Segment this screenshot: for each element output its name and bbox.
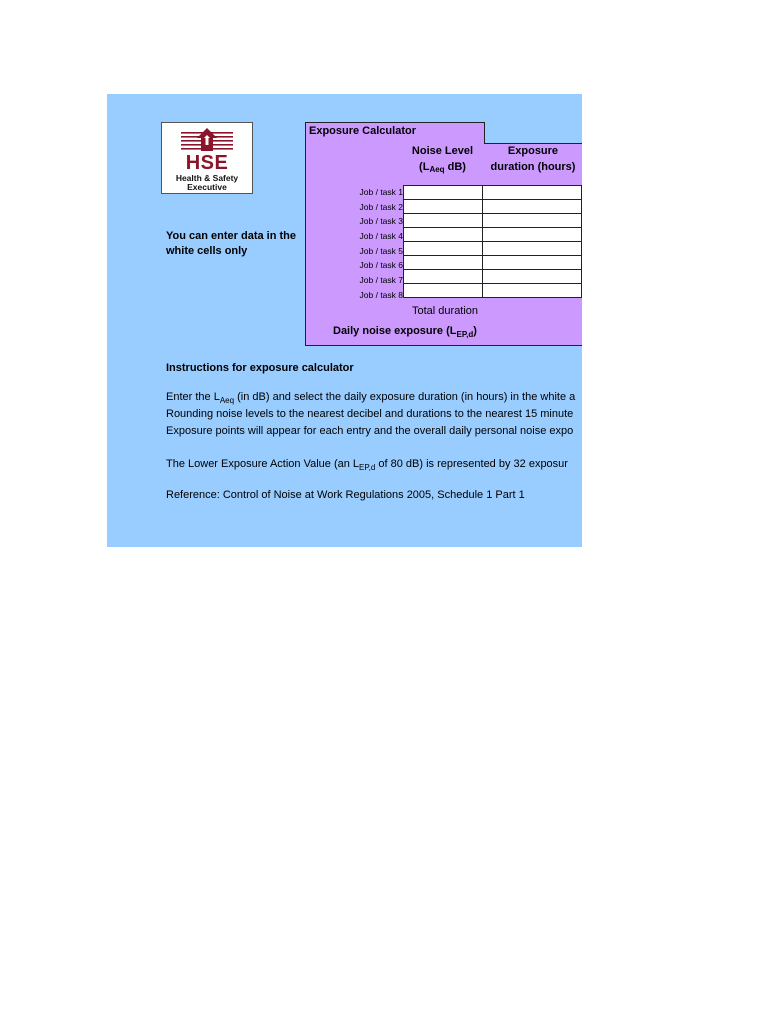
exposure-duration-input[interactable] xyxy=(482,255,582,270)
spreadsheet-area xyxy=(107,94,582,547)
hse-logo xyxy=(161,122,253,194)
job-task-label: Job / task 3 xyxy=(359,216,403,227)
exposure-duration-input[interactable] xyxy=(482,227,582,242)
noise-level-input[interactable] xyxy=(403,199,483,214)
hse-emblem-icon xyxy=(162,123,252,155)
job-task-label: Job / task 2 xyxy=(359,201,403,212)
noise-level-input[interactable] xyxy=(403,255,483,270)
instruction-line: Exposure points will appear for each entry and the overall daily personal noise expo xyxy=(166,425,574,437)
logo-subtitle: Executive xyxy=(187,182,227,192)
exposure-duration-input[interactable] xyxy=(482,283,582,298)
duration-label: Exposure xyxy=(507,145,559,157)
exposure-duration-header xyxy=(482,143,582,175)
exposure-duration-input[interactable] xyxy=(482,199,582,214)
exposure-duration-input[interactable] xyxy=(482,185,582,200)
exposure-duration-input[interactable] xyxy=(482,213,582,228)
job-task-label: Job / task 5 xyxy=(359,245,403,256)
job-task-label: Job / task 7 xyxy=(359,275,403,286)
job-task-label: Job / task 4 xyxy=(359,231,403,242)
noise-level-unit: ($L_{Aeq}$ dB) xyxy=(419,161,466,174)
noise-level-input[interactable] xyxy=(403,269,483,284)
instruction-line: The Lower Exposure Action Value (an $L_{EP,d}$ of 80 dB) is represented by 32 exposur xyxy=(166,458,568,472)
job-task-label: Job / task 1 xyxy=(359,187,403,197)
instruction-line: Rounding noise levels to the nearest decibel and durations to the nearest 15 minute xyxy=(166,408,574,420)
noise-level-input[interactable] xyxy=(403,185,483,200)
calculator-header-notch xyxy=(484,122,582,144)
noise-level-label: Noise Level xyxy=(411,145,474,157)
noise-level-header xyxy=(403,143,482,175)
instruction-line: Enter the $L_{Aeq}$ (in dB) and select the daily exposure duration (in hours) in the white a xyxy=(166,391,576,405)
exposure-duration-input[interactable] xyxy=(482,269,582,284)
instructions-title: Instructions for exposure calculator xyxy=(166,362,354,374)
noise-level-input[interactable] xyxy=(403,283,483,298)
calculator-title: Exposure Calculator xyxy=(309,125,416,137)
exposure-duration-input[interactable] xyxy=(482,241,582,256)
daily-noise-exposure-label: Daily noise exposure $(L_{EP,d})$ xyxy=(333,325,477,339)
total-duration-label: Total duration xyxy=(412,305,479,317)
job-task-labels xyxy=(306,185,403,303)
job-task-label: Job / task 6 xyxy=(359,260,403,271)
noise-level-input[interactable] xyxy=(403,213,483,228)
white-cells-note: You can enter data in the white cells only xyxy=(166,230,296,257)
reference-line: Reference: Control of Noise at Work Regulations 2005, Schedule 1 Part 1 xyxy=(166,489,525,501)
noise-level-input[interactable] xyxy=(403,241,483,256)
exposure-calculator xyxy=(305,122,582,346)
logo-subtitle: Health & Safety xyxy=(175,173,239,183)
logo-title: HSE xyxy=(185,152,229,174)
exposure-duration-column xyxy=(482,185,582,298)
job-task-label: Job / task 8 xyxy=(359,289,403,300)
duration-unit: duration (hours) xyxy=(490,161,576,173)
noise-level-input[interactable] xyxy=(403,227,483,242)
noise-level-column xyxy=(403,185,483,298)
